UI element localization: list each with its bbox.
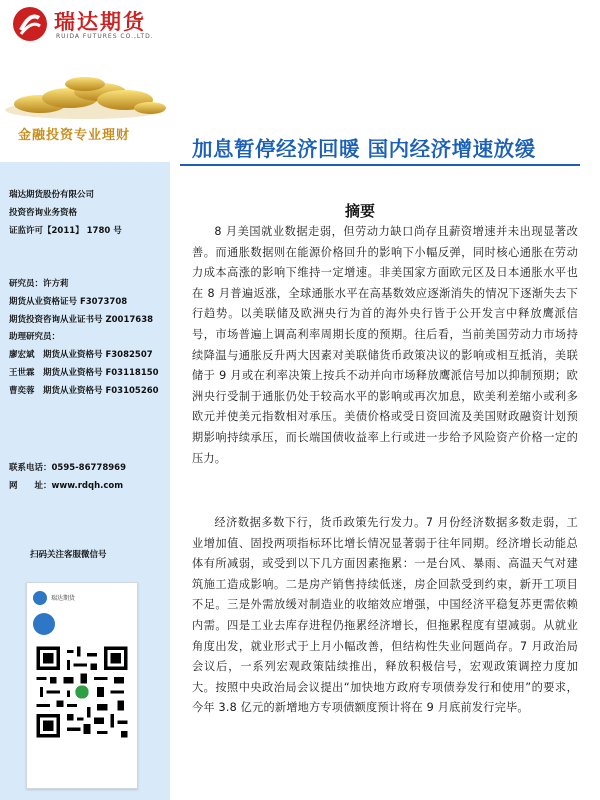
qr-code-image [33, 643, 131, 741]
researcher-cert-1: 期货从业资格证号 F3073708 [9, 297, 128, 307]
assistant-2: 王世霖 期货从业资格号 F03118150 [9, 368, 159, 378]
qr-card-name: 瑞达期货 [51, 595, 76, 602]
brand-name-en: RUIDA FUTURES CO.,LTD. [56, 33, 154, 40]
assistant-label: 助理研究员： [9, 332, 61, 342]
brand-logo [12, 6, 202, 42]
researcher: 研究员：许方莉 [9, 279, 69, 289]
company-name: 瑞达期货股份有限公司 [9, 190, 95, 200]
qr-caption: 扫码关注客服微信号 [30, 550, 107, 560]
assistant-1: 廖宏斌 期货从业资格号 F3082507 [9, 350, 153, 360]
qr-card-header [33, 591, 131, 607]
qualification: 投资咨询业务资格 [9, 208, 78, 218]
abstract-paragraph-1: 8 月美国就业数据走弱，但劳动力缺口尚存且薪资增速并未出现显著改善。而通胀数据则在能源价格回升的影响下小幅反弹，同时核心通胀在劳动力成本高涨的影响下维持一定增速。非美国家方面欧元区及日本通胀水平也在 8 月普遍返涨，全球通胀水平在高基数效应逐渐消失的情况下逐渐失去下行趋势。以美联储及欧洲央行为首的海外央行皆于公开发言中释放鹰派信号，市场普遍上调高利率周期长度的预期。往后看，当前美国劳动力市场持续降温与通胀反升两大因素对美联储货币政策决议的影响或相互抵消，美联储于 9 月或在利率决策上按兵不动并向市场释放鹰派信号加以抑制预期；欧洲央行受制于通胀仍处于较高水平的影响或再次加息，欧美利差缩小或利多欧元并使美元指数相对承压。美债价格或受日资回流及美国财政融资计划预期影响持续承压，而长端国债收益率上行或进一步给予风险资产价格一定的压力。 [192, 225, 578, 465]
ruida-logo-icon [12, 6, 48, 42]
phone: 联系电话：0595-86778969 [9, 463, 127, 473]
assistant-3: 曹奕蓉 期货从业资格号 F03105260 [9, 386, 159, 396]
brand-name-cn: 瑞达期货 [54, 10, 146, 34]
report-title: 加息暂停经济回暖 国内经济增速放缓 [192, 137, 536, 161]
abstract-paragraph-2: 经济数据多数下行，货币政策先行发力。7 月份经济数据多数走弱，工业增加值、固投两项指标环比增长情况显著弱于往年同期。经济增长动能总体有所减弱，或受到以下几方面因素拖累：一是台风、暴雨、高温天气对建筑施工造成影响。二是房产销售持续低迷，房企回款受到约束，新开工项目不足。三是外需放缓对制造业的收缩效应增强，中国经济平稳复苏更需依赖内需。四是工业去库存进程仍拖累经济增长，但拖累程度有望减弱。从就业角度出发，就业形式于上月小幅改善，但结构性失业问题尚存。7 月政治局会议后，一系列宏观政策陆续推出，释放积极信号，宏观政策调控力度加大。按照中央政治局会议提出“加快地方政府专项债券发行和使用”的要求，今年 3.8 亿元的新增地方专项债额度预计将在 9 月底前发行完毕。 [192, 516, 578, 715]
title-divider [180, 164, 580, 166]
abstract-heading: 摘要 [345, 202, 376, 220]
website[interactable]: 网 址：www.rdqh.com [9, 481, 124, 491]
wechat-account-icon [33, 591, 47, 605]
slogan: 金融投资专业理财 [18, 128, 131, 143]
researcher-cert-2: 期货投资咨询从业证书号 Z0017638 [9, 315, 154, 325]
gold-coins-image [0, 70, 170, 122]
wechat-qr-card[interactable] [26, 582, 138, 789]
license: 证监许可【2011】 1780 号 [9, 226, 122, 236]
account-avatar [33, 613, 55, 635]
